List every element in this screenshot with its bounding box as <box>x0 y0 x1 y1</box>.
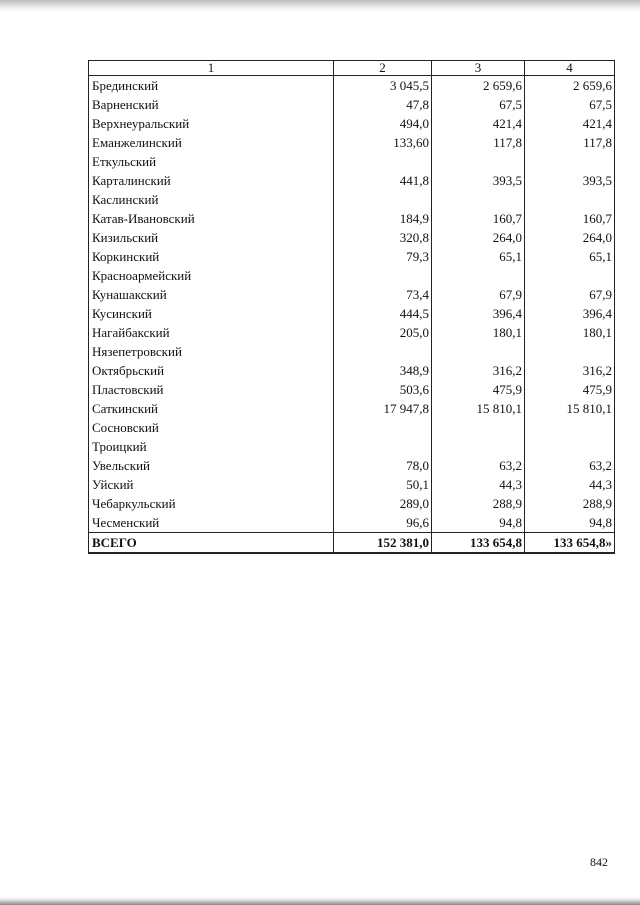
value-col-3 <box>432 342 525 361</box>
district-name: Катав-Ивановский <box>89 209 334 228</box>
column-header-2: 2 <box>334 61 432 76</box>
value-col-3: 393,5 <box>432 171 525 190</box>
table-body <box>89 76 615 533</box>
value-col-4: 67,5 <box>525 95 615 114</box>
district-name: Нязепетровский <box>89 342 334 361</box>
district-name: Чебаркульский <box>89 494 334 513</box>
value-col-4 <box>525 190 615 209</box>
value-col-4 <box>525 266 615 285</box>
value-col-3: 65,1 <box>432 247 525 266</box>
value-col-4: 396,4 <box>525 304 615 323</box>
district-name: Нагайбакский <box>89 323 334 342</box>
value-col-2: 289,0 <box>334 494 432 513</box>
table-row <box>89 266 615 285</box>
value-col-4: 15 810,1 <box>525 399 615 418</box>
table-row <box>89 399 615 418</box>
value-col-3: 94,8 <box>432 513 525 533</box>
value-col-4: 475,9 <box>525 380 615 399</box>
district-name: Увельский <box>89 456 334 475</box>
value-col-3 <box>432 152 525 171</box>
value-col-3: 2 659,6 <box>432 76 525 96</box>
value-col-2: 441,8 <box>334 171 432 190</box>
table-header-row <box>89 61 615 76</box>
district-name: Пластовский <box>89 380 334 399</box>
table-row <box>89 418 615 437</box>
total-row <box>89 533 615 554</box>
table-row <box>89 323 615 342</box>
value-col-4: 44,3 <box>525 475 615 494</box>
value-col-2: 17 947,8 <box>334 399 432 418</box>
value-col-3: 475,9 <box>432 380 525 399</box>
value-col-3: 288,9 <box>432 494 525 513</box>
value-col-2: 494,0 <box>334 114 432 133</box>
value-col-4: 316,2 <box>525 361 615 380</box>
district-name: Брединский <box>89 76 334 96</box>
value-col-2: 47,8 <box>334 95 432 114</box>
value-col-3: 15 810,1 <box>432 399 525 418</box>
table-row <box>89 513 615 533</box>
value-col-4: 117,8 <box>525 133 615 152</box>
value-col-2: 96,6 <box>334 513 432 533</box>
value-col-2: 503,6 <box>334 380 432 399</box>
district-name: Троицкий <box>89 437 334 456</box>
table-row <box>89 342 615 361</box>
value-col-2: 78,0 <box>334 456 432 475</box>
district-name: Коркинский <box>89 247 334 266</box>
value-col-4: 264,0 <box>525 228 615 247</box>
value-col-3: 421,4 <box>432 114 525 133</box>
district-name: Кизильский <box>89 228 334 247</box>
total-value-3: 133 654,8 <box>432 533 525 554</box>
table-row <box>89 152 615 171</box>
district-name: Красноармейский <box>89 266 334 285</box>
value-col-2 <box>334 437 432 456</box>
value-col-3 <box>432 266 525 285</box>
value-col-3: 44,3 <box>432 475 525 494</box>
table-row <box>89 247 615 266</box>
value-col-3: 396,4 <box>432 304 525 323</box>
table-row <box>89 133 615 152</box>
value-col-3 <box>432 418 525 437</box>
table-row <box>89 304 615 323</box>
value-col-2: 444,5 <box>334 304 432 323</box>
value-col-4: 63,2 <box>525 456 615 475</box>
value-col-3: 63,2 <box>432 456 525 475</box>
value-col-4: 94,8 <box>525 513 615 533</box>
value-col-4: 288,9 <box>525 494 615 513</box>
value-col-2: 348,9 <box>334 361 432 380</box>
district-name: Кусинский <box>89 304 334 323</box>
value-col-4: 180,1 <box>525 323 615 342</box>
value-col-4: 421,4 <box>525 114 615 133</box>
table-row <box>89 228 615 247</box>
value-col-4: 67,9 <box>525 285 615 304</box>
table-row <box>89 361 615 380</box>
district-name: Еткульский <box>89 152 334 171</box>
value-col-3: 316,2 <box>432 361 525 380</box>
table-row <box>89 114 615 133</box>
district-name: Кунашакский <box>89 285 334 304</box>
table-row <box>89 475 615 494</box>
value-col-4 <box>525 342 615 361</box>
value-col-2 <box>334 342 432 361</box>
value-col-4 <box>525 418 615 437</box>
value-col-2: 320,8 <box>334 228 432 247</box>
total-label: ВСЕГО <box>89 533 334 554</box>
value-col-4: 160,7 <box>525 209 615 228</box>
value-col-3: 117,8 <box>432 133 525 152</box>
district-name: Каслинский <box>89 190 334 209</box>
budget-table <box>88 60 615 554</box>
district-name: Варненский <box>89 95 334 114</box>
district-name: Карталинский <box>89 171 334 190</box>
value-col-4: 65,1 <box>525 247 615 266</box>
total-value-4: 133 654,8» <box>525 533 615 554</box>
scan-edge-bottom <box>0 897 640 905</box>
value-col-2: 73,4 <box>334 285 432 304</box>
table-row <box>89 285 615 304</box>
value-col-3: 264,0 <box>432 228 525 247</box>
district-name: Саткинский <box>89 399 334 418</box>
table-row <box>89 171 615 190</box>
page-number: 842 <box>590 855 608 869</box>
district-name: Еманжелинский <box>89 133 334 152</box>
value-col-3 <box>432 437 525 456</box>
district-name: Чесменский <box>89 513 334 533</box>
value-col-2 <box>334 190 432 209</box>
value-col-2 <box>334 418 432 437</box>
table-row <box>89 209 615 228</box>
table-row <box>89 380 615 399</box>
district-name: Верхнеуральский <box>89 114 334 133</box>
table-row <box>89 190 615 209</box>
column-header-3: 3 <box>432 61 525 76</box>
column-header-4: 4 <box>525 61 615 76</box>
value-col-2 <box>334 266 432 285</box>
column-header-1: 1 <box>89 61 334 76</box>
value-col-2: 205,0 <box>334 323 432 342</box>
total-value-2: 152 381,0 <box>334 533 432 554</box>
value-col-3: 67,5 <box>432 95 525 114</box>
value-col-2: 184,9 <box>334 209 432 228</box>
table-row <box>89 456 615 475</box>
value-col-3: 180,1 <box>432 323 525 342</box>
district-name: Октябрьский <box>89 361 334 380</box>
table-row <box>89 437 615 456</box>
value-col-4: 2 659,6 <box>525 76 615 96</box>
value-col-4: 393,5 <box>525 171 615 190</box>
value-col-2: 79,3 <box>334 247 432 266</box>
value-col-2: 3 045,5 <box>334 76 432 96</box>
value-col-4 <box>525 437 615 456</box>
value-col-3: 160,7 <box>432 209 525 228</box>
value-col-2 <box>334 152 432 171</box>
table-row <box>89 76 615 96</box>
value-col-3: 67,9 <box>432 285 525 304</box>
table-row <box>89 494 615 513</box>
value-col-3 <box>432 190 525 209</box>
district-name: Уйский <box>89 475 334 494</box>
scan-edge-top <box>0 0 640 12</box>
value-col-4 <box>525 152 615 171</box>
value-col-2: 50,1 <box>334 475 432 494</box>
value-col-2: 133,60 <box>334 133 432 152</box>
district-name: Сосновский <box>89 418 334 437</box>
table-row <box>89 95 615 114</box>
